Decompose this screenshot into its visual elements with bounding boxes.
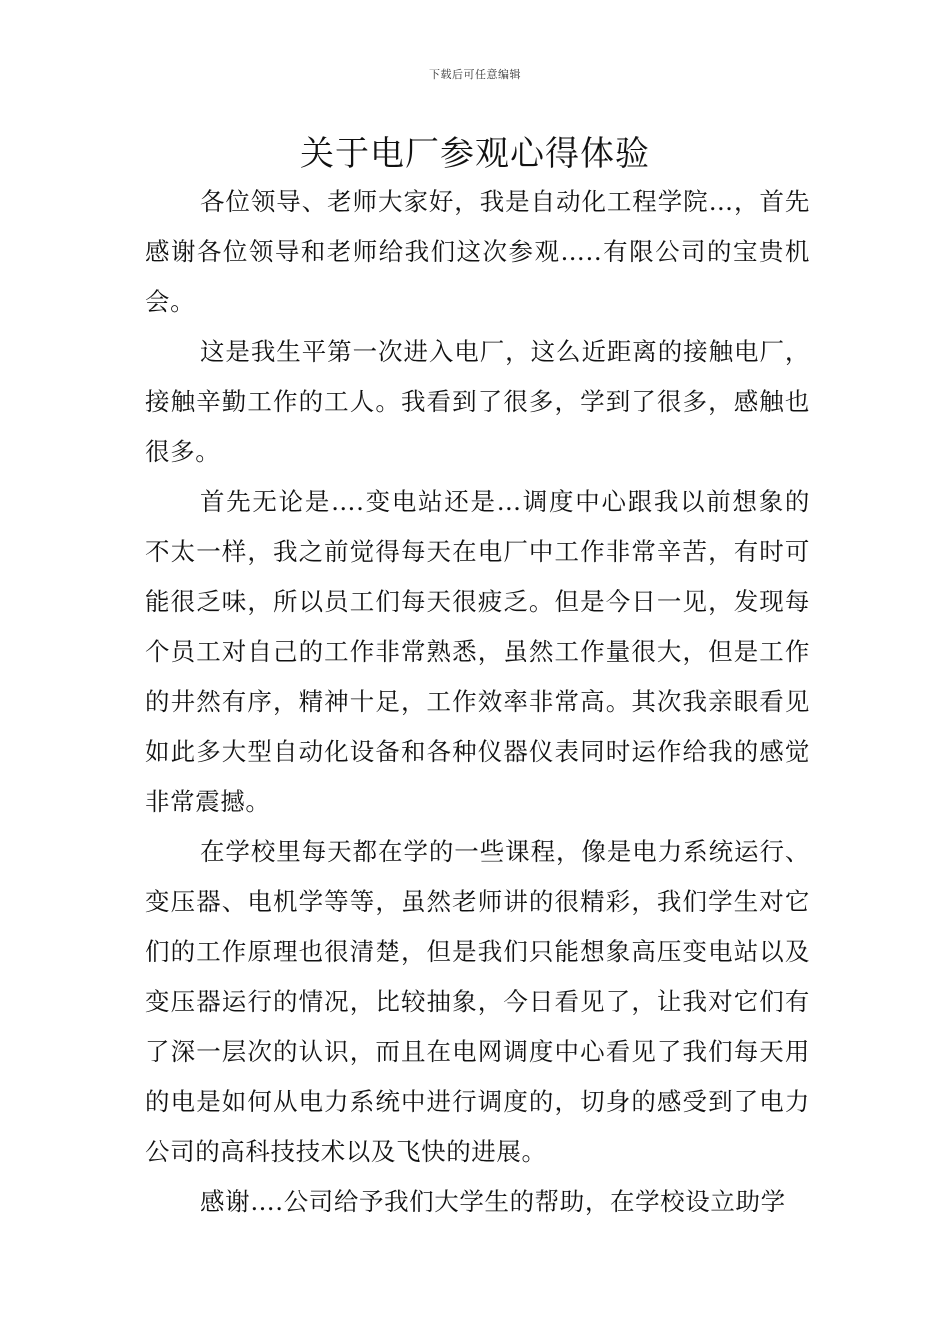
paragraph: 首先无论是….变电站还是…调度中心跟我以前想象的不太一样，我之前觉得每天在电厂中工作非常辛苦，有时可能很乏味，所以员工们每天很疲乏。但是今日一见，发现每个员工对自己的工作非常熟悉，虽然工作量很大，但是工作的井然有序，精神十足，工作效率非常高。其次我亲眼看见如此多大型自动化设备和各种仪器仪表同时运作给我的感觉非常震撼。 (145, 487, 810, 816)
document-body (145, 177, 810, 1227)
paragraph: 各位领导、老师大家好，我是自动化工程学院…，首先感谢各位领导和老师给我们这次参观…..有限公司的宝贵机会。 (145, 187, 810, 316)
paragraph: 这是我生平第一次进入电厂，这么近距离的接触电厂，接触辛勤工作的工人。我看到了很多，学到了很多，感触也很多。 (145, 337, 810, 466)
paragraph: 在学校里每天都在学的一些课程，像是电力系统运行、变压器、电机学等等，虽然老师讲的很精彩，我们学生对它们的工作原理也很清楚，但是我们只能想象高压变电站以及变压器运行的情况，比较抽象，今日看见了，让我对它们有了深一层次的认识，而且在电网调度中心看见了我们每天用的电是如何从电力系统中进行调度的，切身的感受到了电力公司的高科技技术以及飞快的进展。 (145, 837, 810, 1166)
header-note: 下载后可任意编辑 (429, 68, 521, 81)
document-title: 关于电厂参观心得体验 (300, 134, 650, 174)
paragraph: 感谢….公司给予我们大学生的帮助，在学校设立助学 (200, 1187, 786, 1216)
